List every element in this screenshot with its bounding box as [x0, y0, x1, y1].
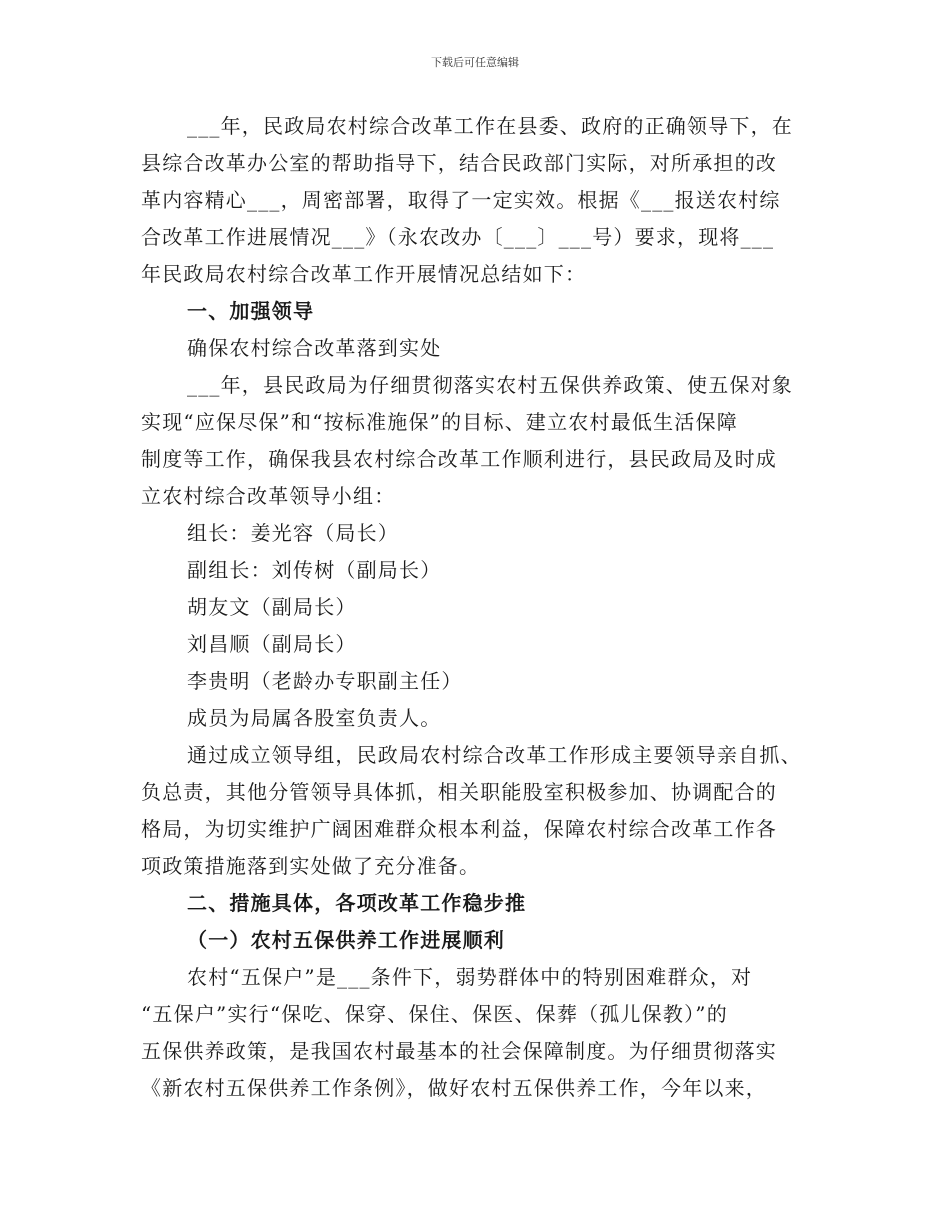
body-text-line: 通过成立领导组，民政局农村综合改革工作形成主要领导亲自抓、 — [187, 743, 802, 767]
body-text-line: 成员为局属各股室负责人。 — [187, 706, 442, 730]
body-text-line: 年民政局农村综合改革工作开展情况总结如下： — [141, 262, 587, 286]
body-text-line: 格局，为切实维护广阔困难群众根本利益，保障农村综合改革工作各 — [141, 817, 777, 841]
body-text-line: 刘昌顺（副局长） — [187, 632, 357, 656]
body-text-line: 革内容精心___，周密部署，取得了一定实效。根据《___报送农村综 — [141, 188, 781, 212]
body-text-line: 五保供养政策，是我国农村最基本的社会保障制度。为仔细贯彻落实 — [141, 1039, 777, 1063]
body-text-line: “五保户”实行“保吃、保穿、保住、保医、保葬（孤儿保教）”的 — [141, 1002, 728, 1026]
body-text-line: 确保农村综合改革落到实处 — [187, 336, 442, 360]
body-text-line: 项政策措施落到实处做了充分准备。 — [141, 854, 481, 878]
section-heading-line: 二、措施具体，各项改革工作稳步推 — [187, 891, 527, 915]
body-text-line: 副组长：刘传树（副局长） — [187, 558, 442, 582]
body-text-line: 合改革工作进展情况___》（永农改办〔___〕___号）要求，现将___ — [141, 225, 775, 249]
body-text-line: ___年，县民政局为仔细贯彻落实农村五保供养政策、使五保对象 — [187, 373, 793, 397]
body-text-line: 《新农村五保供养工作条例》，做好农村五保供养工作，今年以来， — [141, 1076, 767, 1100]
body-text-line: 负总责，其他分管领导具体抓，相关职能股室积极参加、协调配合的 — [141, 780, 777, 804]
body-text-line: 组长：姜光容（局长） — [187, 521, 399, 545]
section-heading-line: （一）农村五保供养工作进展顺利 — [187, 928, 505, 952]
body-text-line: 农村“五保户”是___条件下，弱势群体中的特别困难群众，对 — [187, 965, 753, 989]
body-text-line: ___年，民政局农村综合改革工作在县委、政府的正确领导下，在 — [187, 114, 793, 138]
document-body — [141, 108, 811, 1107]
page-header-note: 下载后可任意编辑 — [431, 56, 519, 69]
body-text-line: 制度等工作，确保我县农村综合改革工作顺利进行，县民政局及时成 — [141, 447, 777, 471]
body-text-line: 立农村综合改革领导小组： — [141, 484, 396, 508]
body-text-line: 李贵明（老龄办专职副主任） — [187, 669, 463, 693]
body-text-line: 县综合改革办公室的帮助指导下，结合民政部门实际，对所承担的改 — [141, 151, 777, 175]
body-text-line: 胡友文（副局长） — [187, 595, 357, 619]
body-text-line: 实现“应保尽保”和“按标准施保”的目标、建立农村最低生活保障 — [141, 410, 738, 434]
section-heading-line: 一、加强领导 — [187, 299, 315, 323]
